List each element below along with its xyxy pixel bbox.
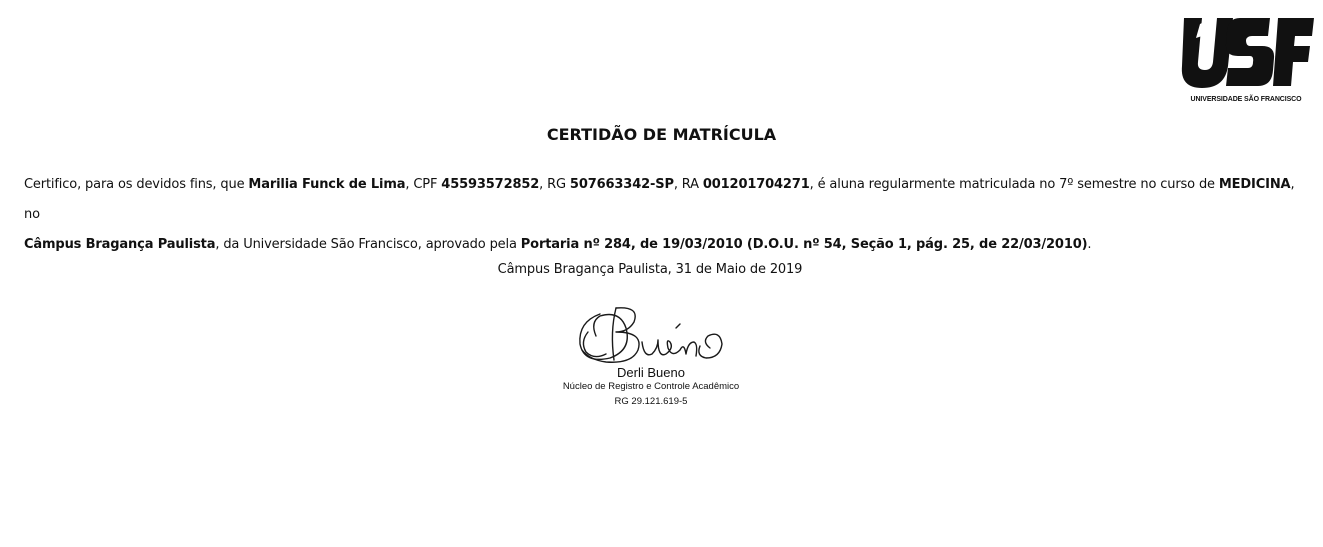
document-title: CERTIDÃO DE MATRÍCULA: [546, 125, 777, 144]
student-name: Marilia Funck de Lima: [248, 177, 406, 192]
university-text: , da Universidade São Francisco, aprovado pela: [215, 237, 521, 252]
enrolled-text: , é aluna regularmente matriculada no 7º semestre no curso de: [809, 177, 1219, 192]
signer-name: Derli Bueno: [617, 365, 685, 380]
ra-value: 001201704271: [702, 177, 810, 192]
campus-name: Câmpus Bragança Paulista: [24, 237, 216, 252]
logo-caption: UNIVERSIDADE SÃO FRANCISCO: [1190, 96, 1302, 103]
course-name: MEDICINA: [1218, 177, 1291, 192]
ordinance-text: Portaria nº 284, de 19/03/2010 (D.O.U. nº 54, Seção 1, pág. 25, de 22/03/2010): [520, 237, 1088, 252]
signer-block: [540, 366, 762, 411]
usf-logo-mark: [1178, 10, 1314, 96]
handwritten-signature: [570, 302, 740, 372]
cpf-value: 45593572852: [441, 177, 540, 192]
signer-department: Núcleo de Registro e Controle Acadêmico: [562, 381, 740, 392]
ra-label: , RA: [673, 177, 703, 192]
rg-label: , RG: [539, 177, 570, 192]
intro-text: Certifico, para os devidos fins, que: [24, 177, 249, 192]
campus-connector: , no: [24, 177, 1295, 222]
body-ending: .: [1087, 237, 1092, 252]
cpf-label: , CPF: [405, 177, 442, 192]
rg-value: 507663342-SP: [569, 177, 674, 192]
signer-rg: RG 29.121.619-5: [614, 396, 688, 407]
place-date: Câmpus Bragança Paulista, 31 de Maio de 2019: [497, 262, 803, 277]
certificate-body: [24, 170, 1314, 260]
usf-logo: [1178, 10, 1314, 106]
